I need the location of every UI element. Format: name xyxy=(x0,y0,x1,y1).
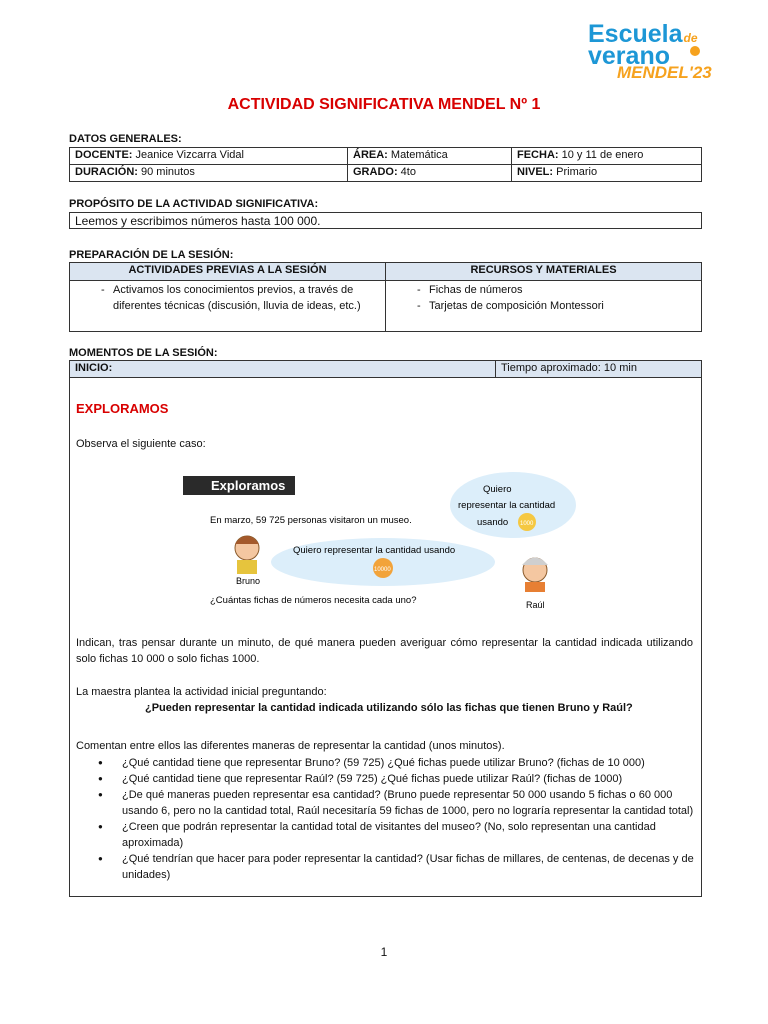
list-item: ● ¿Qué cantidad tiene que representar Raúl? (59 725) ¿Qué fichas puede utilizar Raúl? (fichas de 1000) xyxy=(76,771,696,787)
datos-heading: DATOS GENERALES: xyxy=(69,133,182,145)
exploramos-heading: EXPLORAMOS xyxy=(76,401,169,416)
preparacion-table: ACTIVIDADES PREVIAS A LA SESIÓN RECURSOS Y MATERIALES - Activamos los conocimientos previos, a través de diferentes técnicas (discusión, lluvia de ideas, etc.) - Fichas de números - Tarjetas de composición Montessori xyxy=(69,262,702,332)
bruno-body-icon xyxy=(237,560,257,574)
indican-paragraph: Indican, tras pensar durante un minuto, de qué manera pueden averiguar cómo representar la cantidad indicada utilizando solo fichas 10 000 o solo fichas 1000. xyxy=(76,637,693,665)
logo-escuela: Escuelade xyxy=(588,20,698,48)
comentan-text: Comentan entre ellos las diferentes maneras de representar la cantidad (unos minutos). xyxy=(76,740,505,752)
list-item: - Activamos los conocimientos previos, a través de diferentes técnicas (discusión, lluvia de ideas, etc.) xyxy=(75,282,380,314)
coin-10000-label: 10000 xyxy=(374,567,391,573)
raul-label: Raúl xyxy=(526,600,545,610)
momentos-header: INICIO: Tiempo aproximado: 10 min xyxy=(69,360,702,378)
questions-list xyxy=(76,755,696,883)
list-item: - Fichas de números xyxy=(391,282,696,298)
raul-cap-icon xyxy=(522,558,548,566)
bubble-text-raul-3: usando xyxy=(477,517,509,528)
momentos-heading: MOMENTOS DE LA SESIÓN: xyxy=(69,347,218,359)
illu-text: En marzo, 59 725 personas visitaron un museo. xyxy=(210,515,412,526)
page-title: ACTIVIDAD SIGNIFICATIVA MENDEL Nº 1 xyxy=(227,96,541,113)
bruno-hair-icon xyxy=(235,536,259,544)
list-item: - Tarjetas de composición Montessori xyxy=(391,298,696,314)
illu-question: ¿Cuántas fichas de números necesita cada uno? xyxy=(210,595,417,606)
banner-text: Exploramos xyxy=(211,478,286,493)
bubble-text-bruno: Quiero representar la cantidad usando xyxy=(293,545,456,556)
list-item: ● ¿Qué tendrían que hacer para poder representar la cantidad? (Usar fichas de millares, de centenas, de decenas y de unidades) xyxy=(76,851,696,883)
recursos-list xyxy=(391,282,696,314)
bubble-text-raul-1: Quiero xyxy=(483,484,512,495)
coin-1000-label: 1000 xyxy=(520,521,534,527)
actividades-list xyxy=(75,282,380,314)
bruno-label: Bruno xyxy=(236,576,261,586)
preparacion-heading: PREPARACIÓN DE LA SESIÓN: xyxy=(69,249,234,261)
list-item: ● ¿Creen que podrán representar la cantidad total de visitantes del museo? (No, solo representan una cantidad aproximada) xyxy=(76,819,696,851)
bubble-text-raul-2: representar la cantidad xyxy=(458,500,556,511)
list-item: ● ¿Qué cantidad tiene que representar Bruno? (59 725) ¿Qué fichas puede utilizar Bruno? (fichas de 10 000) xyxy=(76,755,696,771)
exploramos-illustration xyxy=(183,472,593,612)
logo-verano: verano xyxy=(588,42,670,70)
list-item: ● ¿De qué maneras pueden representar esa cantidad? (Bruno puede representar 50 000 usando 5 fichas o 60 000 usando 6, pero no la cantidad total, Raúl necesitaría 59 fichas de 1000, pero no lograría representar la cantidad total) xyxy=(76,787,696,819)
proposito-heading: PROPÓSITO DE LA ACTIVIDAD SIGNIFICATIVA: xyxy=(69,198,319,210)
datos-table: DOCENTE: Jeanice Vizcarra Vidal ÁREA: Matemática FECHA: 10 y 11 de enero DURACIÓN: 90 minutos GRADO: 4to NIVEL: Primario xyxy=(69,147,702,182)
pregunta-text: ¿Pueden representar la cantidad indicada utilizando sólo las fichas que tienen Bruno y Raúl? xyxy=(145,702,633,714)
sun-icon xyxy=(690,46,700,56)
logo-mendel: MENDEL'23 xyxy=(617,63,712,82)
raul-body-icon xyxy=(525,582,545,592)
observa-text: Observa el siguiente caso: xyxy=(76,438,206,450)
maestra-text: La maestra plantea la actividad inicial preguntando: xyxy=(76,686,327,698)
proposito-text: Leemos y escribimos números hasta 100 000. xyxy=(69,212,702,229)
page-number: 1 xyxy=(380,945,388,959)
